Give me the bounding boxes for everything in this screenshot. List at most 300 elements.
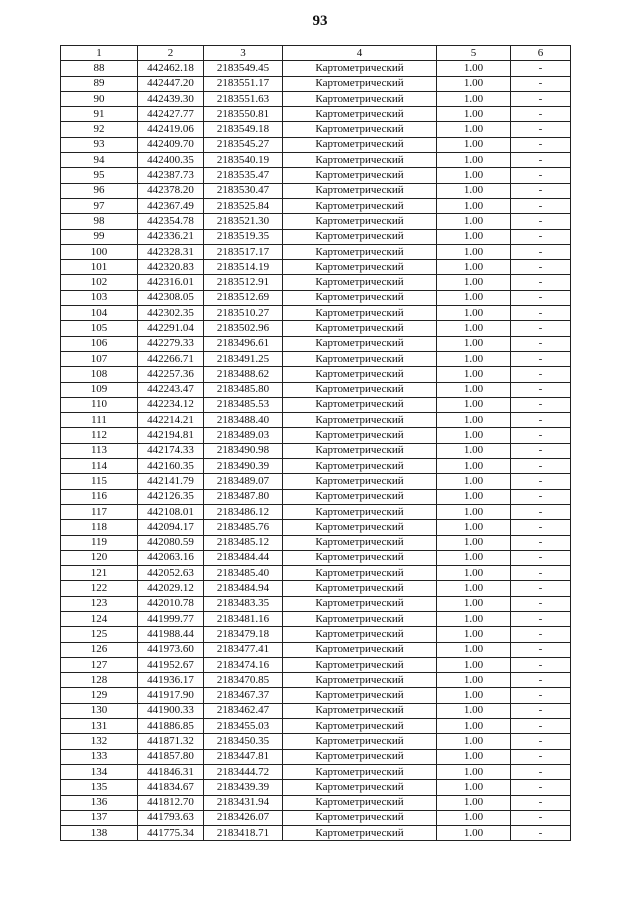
accuracy-cell: 1.00 [437,795,511,810]
x-coordinate-cell: 442234.12 [138,397,204,412]
method-cell: Картометрический [283,214,437,229]
x-coordinate-cell: 442094.17 [138,520,204,535]
table-row [61,336,571,351]
table-row [61,459,571,474]
x-coordinate-cell: 442409.70 [138,137,204,152]
x-coordinate-cell: 442378.20 [138,183,204,198]
method-cell: Картометрический [283,153,437,168]
method-cell: Картометрический [283,535,437,550]
y-coordinate-cell: 2183551.63 [204,91,283,106]
method-cell: Картометрический [283,290,437,305]
accuracy-cell: 1.00 [437,413,511,428]
note-cell: - [511,520,571,535]
point-number-cell: 129 [61,688,138,703]
method-cell: Картометрический [283,474,437,489]
accuracy-cell: 1.00 [437,443,511,458]
y-coordinate-cell: 2183485.12 [204,535,283,550]
method-cell: Картометрический [283,673,437,688]
table-row [61,734,571,749]
method-cell: Картометрический [283,122,437,137]
point-number-cell: 89 [61,76,138,91]
table-row [61,749,571,764]
accuracy-cell: 1.00 [437,688,511,703]
y-coordinate-cell: 2183496.61 [204,336,283,351]
x-coordinate-cell: 442316.01 [138,275,204,290]
x-coordinate-cell: 442447.20 [138,76,204,91]
method-cell: Картометрический [283,76,437,91]
method-cell: Картометрический [283,520,437,535]
x-coordinate-cell: 442320.83 [138,260,204,275]
x-coordinate-cell: 442174.33 [138,443,204,458]
method-cell: Картометрический [283,382,437,397]
x-coordinate-cell: 442328.31 [138,244,204,259]
accuracy-cell: 1.00 [437,153,511,168]
x-coordinate-cell: 442266.71 [138,351,204,366]
point-number-cell: 117 [61,504,138,519]
point-number-cell: 108 [61,367,138,382]
x-coordinate-cell: 441812.70 [138,795,204,810]
table-row [61,719,571,734]
x-coordinate-cell: 442214.21 [138,413,204,428]
y-coordinate-cell: 2183485.53 [204,397,283,412]
method-cell: Картометрический [283,550,437,565]
table-row [61,489,571,504]
table-row [61,642,571,657]
accuracy-cell: 1.00 [437,321,511,336]
x-coordinate-cell: 441793.63 [138,810,204,825]
note-cell: - [511,397,571,412]
note-cell: - [511,229,571,244]
note-cell: - [511,703,571,718]
point-number-cell: 127 [61,657,138,672]
y-coordinate-cell: 2183484.44 [204,550,283,565]
accuracy-cell: 1.00 [437,198,511,213]
note-cell: - [511,290,571,305]
accuracy-cell: 1.00 [437,351,511,366]
x-coordinate-cell: 442302.35 [138,306,204,321]
y-coordinate-cell: 2183470.85 [204,673,283,688]
method-cell: Картометрический [283,780,437,795]
x-coordinate-cell: 441775.34 [138,826,204,841]
point-number-cell: 122 [61,581,138,596]
note-cell: - [511,688,571,703]
accuracy-cell: 1.00 [437,703,511,718]
note-cell: - [511,321,571,336]
table-row [61,688,571,703]
point-number-cell: 132 [61,734,138,749]
table-row [61,673,571,688]
table-row [61,657,571,672]
method-cell: Картометрический [283,719,437,734]
y-coordinate-cell: 2183519.35 [204,229,283,244]
y-coordinate-cell: 2183514.19 [204,260,283,275]
accuracy-cell: 1.00 [437,76,511,91]
table-row [61,581,571,596]
x-coordinate-cell: 442063.16 [138,550,204,565]
point-number-cell: 114 [61,459,138,474]
accuracy-cell: 1.00 [437,826,511,841]
table-row [61,566,571,581]
method-cell: Картометрический [283,459,437,474]
note-cell: - [511,198,571,213]
note-cell: - [511,474,571,489]
method-cell: Картометрический [283,428,437,443]
point-number-cell: 125 [61,627,138,642]
y-coordinate-cell: 2183521.30 [204,214,283,229]
y-coordinate-cell: 2183426.07 [204,810,283,825]
accuracy-cell: 1.00 [437,673,511,688]
x-coordinate-cell: 442243.47 [138,382,204,397]
note-cell: - [511,183,571,198]
accuracy-cell: 1.00 [437,611,511,626]
accuracy-cell: 1.00 [437,214,511,229]
x-coordinate-cell: 441988.44 [138,627,204,642]
note-cell: - [511,107,571,122]
note-cell: - [511,581,571,596]
x-coordinate-cell: 441917.90 [138,688,204,703]
table-row [61,627,571,642]
table-row [61,91,571,106]
note-cell: - [511,719,571,734]
x-coordinate-cell: 442427.77 [138,107,204,122]
x-coordinate-cell: 442126.35 [138,489,204,504]
accuracy-cell: 1.00 [437,107,511,122]
point-number-cell: 136 [61,795,138,810]
y-coordinate-cell: 2183467.37 [204,688,283,703]
accuracy-cell: 1.00 [437,229,511,244]
note-cell: - [511,504,571,519]
y-coordinate-cell: 2183549.45 [204,61,283,76]
x-coordinate-cell: 442010.78 [138,596,204,611]
accuracy-cell: 1.00 [437,336,511,351]
point-number-cell: 126 [61,642,138,657]
column-header: 5 [437,46,511,61]
note-cell: - [511,244,571,259]
accuracy-cell: 1.00 [437,780,511,795]
point-number-cell: 134 [61,764,138,779]
method-cell: Картометрический [283,351,437,366]
y-coordinate-cell: 2183502.96 [204,321,283,336]
note-cell: - [511,810,571,825]
note-cell: - [511,550,571,565]
y-coordinate-cell: 2183549.18 [204,122,283,137]
note-cell: - [511,367,571,382]
y-coordinate-cell: 2183490.98 [204,443,283,458]
accuracy-cell: 1.00 [437,260,511,275]
x-coordinate-cell: 441834.67 [138,780,204,795]
method-cell: Картометрический [283,581,437,596]
x-coordinate-cell: 442336.21 [138,229,204,244]
note-cell: - [511,168,571,183]
x-coordinate-cell: 442257.36 [138,367,204,382]
y-coordinate-cell: 2183545.27 [204,137,283,152]
page-number: 93 [312,13,328,29]
method-cell: Картометрический [283,91,437,106]
table-row [61,198,571,213]
note-cell: - [511,673,571,688]
x-coordinate-cell: 441857.80 [138,749,204,764]
y-coordinate-cell: 2183491.25 [204,351,283,366]
x-coordinate-cell: 441999.77 [138,611,204,626]
method-cell: Картометрический [283,749,437,764]
x-coordinate-cell: 442419.06 [138,122,204,137]
accuracy-cell: 1.00 [437,137,511,152]
method-cell: Картометрический [283,688,437,703]
y-coordinate-cell: 2183484.94 [204,581,283,596]
note-cell: - [511,275,571,290]
point-number-cell: 110 [61,397,138,412]
x-coordinate-cell: 442141.79 [138,474,204,489]
method-cell: Картометрический [283,260,437,275]
accuracy-cell: 1.00 [437,183,511,198]
note-cell: - [511,459,571,474]
method-cell: Картометрический [283,810,437,825]
x-coordinate-cell: 442354.78 [138,214,204,229]
method-cell: Картометрический [283,367,437,382]
note-cell: - [511,489,571,504]
table-row [61,61,571,76]
method-cell: Картометрический [283,566,437,581]
point-number-cell: 91 [61,107,138,122]
method-cell: Картометрический [283,413,437,428]
table-row [61,703,571,718]
point-number-cell: 137 [61,810,138,825]
table-row [61,810,571,825]
method-cell: Картометрический [283,795,437,810]
point-number-cell: 120 [61,550,138,565]
accuracy-cell: 1.00 [437,642,511,657]
x-coordinate-cell: 442308.05 [138,290,204,305]
table-row [61,428,571,443]
accuracy-cell: 1.00 [437,535,511,550]
y-coordinate-cell: 2183487.80 [204,489,283,504]
table-row [61,137,571,152]
point-number-cell: 94 [61,153,138,168]
point-number-cell: 119 [61,535,138,550]
table-row [61,382,571,397]
accuracy-cell: 1.00 [437,566,511,581]
table-row [61,443,571,458]
table-row [61,780,571,795]
x-coordinate-cell: 442108.01 [138,504,204,519]
table-row [61,550,571,565]
accuracy-cell: 1.00 [437,489,511,504]
y-coordinate-cell: 2183450.35 [204,734,283,749]
point-number-cell: 88 [61,61,138,76]
table-body [61,61,571,841]
note-cell: - [511,443,571,458]
note-cell: - [511,780,571,795]
table-row [61,153,571,168]
point-number-cell: 98 [61,214,138,229]
note-cell: - [511,61,571,76]
accuracy-cell: 1.00 [437,734,511,749]
method-cell: Картометрический [283,611,437,626]
y-coordinate-cell: 2183483.35 [204,596,283,611]
column-header: 2 [138,46,204,61]
y-coordinate-cell: 2183540.19 [204,153,283,168]
note-cell: - [511,91,571,106]
point-number-cell: 90 [61,91,138,106]
y-coordinate-cell: 2183530.47 [204,183,283,198]
method-cell: Картометрический [283,306,437,321]
method-cell: Картометрический [283,229,437,244]
table-row [61,520,571,535]
note-cell: - [511,306,571,321]
y-coordinate-cell: 2183418.71 [204,826,283,841]
table-row [61,107,571,122]
point-number-cell: 124 [61,611,138,626]
table-row [61,183,571,198]
x-coordinate-cell: 441900.33 [138,703,204,718]
y-coordinate-cell: 2183512.91 [204,275,283,290]
point-number-cell: 128 [61,673,138,688]
accuracy-cell: 1.00 [437,719,511,734]
accuracy-cell: 1.00 [437,581,511,596]
point-number-cell: 101 [61,260,138,275]
table-row [61,76,571,91]
point-number-cell: 135 [61,780,138,795]
accuracy-cell: 1.00 [437,397,511,412]
accuracy-cell: 1.00 [437,474,511,489]
method-cell: Картометрический [283,764,437,779]
table-row [61,764,571,779]
point-number-cell: 107 [61,351,138,366]
point-number-cell: 100 [61,244,138,259]
accuracy-cell: 1.00 [437,61,511,76]
x-coordinate-cell: 442160.35 [138,459,204,474]
point-number-cell: 112 [61,428,138,443]
point-number-cell: 95 [61,168,138,183]
y-coordinate-cell: 2183444.72 [204,764,283,779]
accuracy-cell: 1.00 [437,504,511,519]
note-cell: - [511,749,571,764]
accuracy-cell: 1.00 [437,657,511,672]
table-row [61,275,571,290]
point-number-cell: 92 [61,122,138,137]
table-row [61,351,571,366]
note-cell: - [511,535,571,550]
note-cell: - [511,428,571,443]
y-coordinate-cell: 2183490.39 [204,459,283,474]
x-coordinate-cell: 441936.17 [138,673,204,688]
coordinates-table [60,45,571,841]
y-coordinate-cell: 2183550.81 [204,107,283,122]
method-cell: Картометрический [283,321,437,336]
accuracy-cell: 1.00 [437,244,511,259]
accuracy-cell: 1.00 [437,596,511,611]
y-coordinate-cell: 2183455.03 [204,719,283,734]
accuracy-cell: 1.00 [437,168,511,183]
y-coordinate-cell: 2183488.62 [204,367,283,382]
note-cell: - [511,596,571,611]
table-row [61,214,571,229]
y-coordinate-cell: 2183431.94 [204,795,283,810]
point-number-cell: 111 [61,413,138,428]
x-coordinate-cell: 442194.81 [138,428,204,443]
y-coordinate-cell: 2183488.40 [204,413,283,428]
accuracy-cell: 1.00 [437,306,511,321]
method-cell: Картометрический [283,489,437,504]
method-cell: Картометрический [283,734,437,749]
x-coordinate-cell: 442029.12 [138,581,204,596]
table-row [61,306,571,321]
x-coordinate-cell: 441886.85 [138,719,204,734]
method-cell: Картометрический [283,627,437,642]
note-cell: - [511,137,571,152]
method-cell: Картометрический [283,168,437,183]
y-coordinate-cell: 2183489.07 [204,474,283,489]
method-cell: Картометрический [283,397,437,412]
point-number-cell: 121 [61,566,138,581]
point-number-cell: 103 [61,290,138,305]
y-coordinate-cell: 2183517.17 [204,244,283,259]
table-row [61,397,571,412]
table-row [61,168,571,183]
note-cell: - [511,764,571,779]
method-cell: Картометрический [283,61,437,76]
accuracy-cell: 1.00 [437,290,511,305]
note-cell: - [511,627,571,642]
y-coordinate-cell: 2183485.40 [204,566,283,581]
method-cell: Картометрический [283,504,437,519]
y-coordinate-cell: 2183479.18 [204,627,283,642]
x-coordinate-cell: 442439.30 [138,91,204,106]
table-row [61,504,571,519]
point-number-cell: 118 [61,520,138,535]
x-coordinate-cell: 442367.49 [138,198,204,213]
table-row [61,122,571,137]
y-coordinate-cell: 2183439.39 [204,780,283,795]
method-cell: Картометрический [283,183,437,198]
y-coordinate-cell: 2183447.81 [204,749,283,764]
method-cell: Картометрический [283,657,437,672]
x-coordinate-cell: 441952.67 [138,657,204,672]
note-cell: - [511,122,571,137]
note-cell: - [511,734,571,749]
x-coordinate-cell: 442462.18 [138,61,204,76]
point-number-cell: 97 [61,198,138,213]
note-cell: - [511,214,571,229]
accuracy-cell: 1.00 [437,764,511,779]
note-cell: - [511,566,571,581]
point-number-cell: 96 [61,183,138,198]
point-number-cell: 123 [61,596,138,611]
accuracy-cell: 1.00 [437,459,511,474]
point-number-cell: 113 [61,443,138,458]
note-cell: - [511,351,571,366]
table-row [61,413,571,428]
point-number-cell: 102 [61,275,138,290]
column-header: 3 [204,46,283,61]
point-number-cell: 104 [61,306,138,321]
method-cell: Картометрический [283,137,437,152]
x-coordinate-cell: 442080.59 [138,535,204,550]
y-coordinate-cell: 2183485.80 [204,382,283,397]
accuracy-cell: 1.00 [437,382,511,397]
y-coordinate-cell: 2183512.69 [204,290,283,305]
point-number-cell: 130 [61,703,138,718]
y-coordinate-cell: 2183489.03 [204,428,283,443]
method-cell: Картометрический [283,244,437,259]
accuracy-cell: 1.00 [437,749,511,764]
point-number-cell: 115 [61,474,138,489]
x-coordinate-cell: 442279.33 [138,336,204,351]
point-number-cell: 106 [61,336,138,351]
note-cell: - [511,413,571,428]
y-coordinate-cell: 2183535.47 [204,168,283,183]
x-coordinate-cell: 441846.31 [138,764,204,779]
